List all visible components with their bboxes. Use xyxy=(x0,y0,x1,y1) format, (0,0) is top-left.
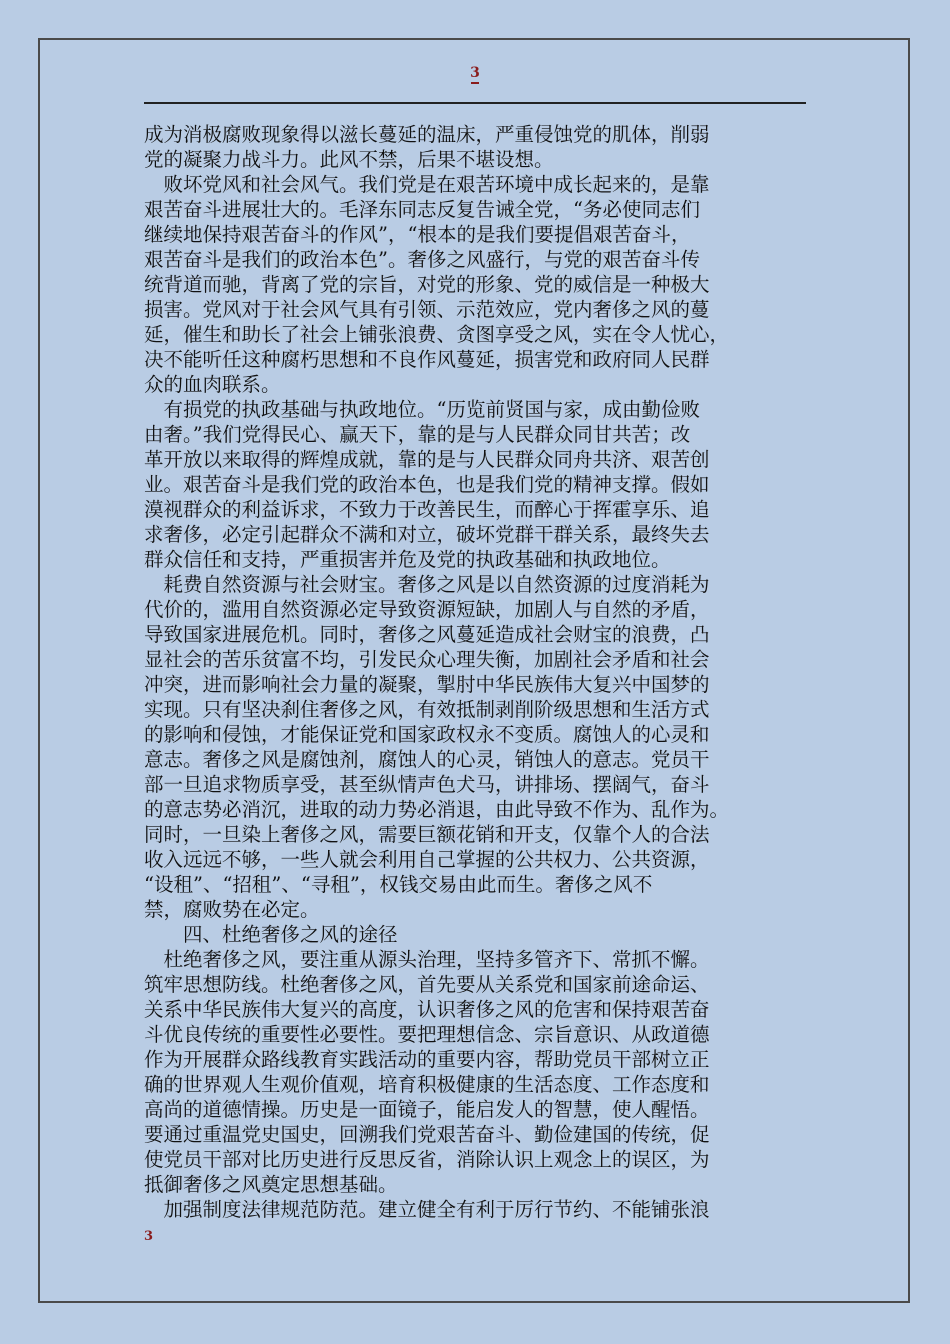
text-line: 革开放以来取得的辉煌成就，靠的是与人民群众同舟共济、艰苦创 xyxy=(144,448,710,471)
text-line: 收入远远不够，一些人就会利用自己掌握的公共权力、公共资源， xyxy=(144,848,710,871)
text-line: 的意志势必消沉，进取的动力势必消退，由此导致不作为、乱作为。 xyxy=(144,798,730,821)
text-line: 败坏党风和社会风气。我们党是在艰苦环境中成长起来的，是靠 xyxy=(144,173,710,196)
page-number-bottom: 3 xyxy=(144,1229,154,1244)
text-line: 继续地保持艰苦奋斗的作风”，“根本的是我们要提倡艰苦奋斗， xyxy=(144,223,691,246)
text-line: 高尚的道德情操。历史是一面镜子，能启发人的智慧，使人醒悟。 xyxy=(144,1098,710,1121)
text-line: 漠视群众的利益诉求，不致力于改善民生，而醉心于挥霍享乐、追 xyxy=(144,498,710,521)
text-line: “设租”、“招租”、“寻租”，权钱交易由此而生。奢侈之风不 xyxy=(144,873,653,896)
text-line: 同时，一旦染上奢侈之风，需要巨额花销和开支，仅靠个人的合法 xyxy=(144,823,710,846)
text-line: 由奢。”我们党得民心、赢天下，靠的是与人民群众同甘共苦；改 xyxy=(144,423,691,446)
text-line: 杜绝奢侈之风，要注重从源头治理，坚持多管齐下、常抓不懈。 xyxy=(144,948,710,971)
text-line: 艰苦奋斗进展壮大的。毛泽东同志反复告诫全党，“务必使同志们 xyxy=(144,198,700,221)
page-number-top-text: 3 xyxy=(470,65,480,81)
text-line: 众的血肉联系。 xyxy=(144,373,281,396)
text-line: 抵御奢侈之风奠定思想基础。 xyxy=(144,1173,398,1196)
text-line: 决不能听任这种腐朽思想和不良作风蔓延，损害党和政府同人民群 xyxy=(144,348,710,371)
body-text xyxy=(144,122,824,1222)
text-line: 代价的，滥用自然资源必定导致资源短缺，加剧人与自然的矛盾， xyxy=(144,598,710,621)
text-line: 关系中华民族伟大复兴的高度，认识奢侈之风的危害和保持艰苦奋 xyxy=(144,998,710,1021)
text-line: 部一旦追求物质享受，甚至纵情声色犬马，讲排场、摆阔气，奋斗 xyxy=(144,773,710,796)
text-line: 导致国家进展危机。同时，奢侈之风蔓延造成社会财宝的浪费，凸 xyxy=(144,623,710,646)
text-line: 斗优良传统的重要性必要性。要把理想信念、宗旨意识、从政道德 xyxy=(144,1023,710,1046)
text-line: 延，催生和助长了社会上铺张浪费、贪图享受之风，实在令人忧心， xyxy=(144,323,730,346)
text-line: 艰苦奋斗是我们的政治本色”。奢侈之风盛行，与党的艰苦奋斗传 xyxy=(144,248,700,271)
text-line: 党的凝聚力战斗力。此风不禁，后果不堪设想。 xyxy=(144,148,554,171)
text-line: 群众信任和支持，严重损害并危及党的执政基础和执政地位。 xyxy=(144,548,671,571)
text-line: 成为消极腐败现象得以滋长蔓延的温床，严重侵蚀党的肌体，削弱 xyxy=(144,123,710,146)
text-line: 的影响和侵蚀，才能保证党和国家政权永不变质。腐蚀人的心灵和 xyxy=(144,723,710,746)
text-line: 四、杜绝奢侈之风的途径 xyxy=(144,923,398,946)
text-line: 筑牢思想防线。杜绝奢侈之风，首先要从关系党和国家前途命运、 xyxy=(144,973,710,996)
text-line: 求奢侈，必定引起群众不满和对立，破坏党群干群关系，最终失去 xyxy=(144,523,710,546)
text-line: 耗费自然资源与社会财宝。奢侈之风是以自然资源的过度消耗为 xyxy=(144,573,710,596)
text-line: 冲突，进而影响社会力量的凝聚，掣肘中华民族伟大复兴中国梦的 xyxy=(144,673,710,696)
text-line: 使党员干部对比历史进行反思反省，消除认识上观念上的误区，为 xyxy=(144,1148,710,1171)
text-line: 业。艰苦奋斗是我们党的政治本色，也是我们党的精神支撑。假如 xyxy=(144,473,710,496)
text-line: 加强制度法律规范防范。建立健全有利于厉行节约、不能铺张浪 xyxy=(144,1198,710,1221)
text-line: 禁，腐败势在必定。 xyxy=(144,898,320,921)
text-line: 确的世界观人生观价值观，培育积极健康的生活态度、工作态度和 xyxy=(144,1073,710,1096)
text-line: 要通过重温党史国史，回溯我们党艰苦奋斗、勤俭建国的传统，促 xyxy=(144,1123,710,1146)
text-line: 损害。党风对于社会风气具有引领、示范效应，党内奢侈之风的蔓 xyxy=(144,298,710,321)
text-line: 显社会的苦乐贫富不均，引发民众心理失衡，加剧社会矛盾和社会 xyxy=(144,648,710,671)
text-line: 意志。奢侈之风是腐蚀剂，腐蚀人的心灵，销蚀人的意志。党员干 xyxy=(144,748,710,771)
text-line: 有损党的执政基础与执政地位。“历览前贤国与家，成由勤俭败 xyxy=(144,398,700,421)
page-number-underline xyxy=(471,82,479,84)
header-rule xyxy=(144,102,806,104)
text-line: 作为开展群众路线教育实践活动的重要内容，帮助党员干部树立正 xyxy=(144,1048,710,1071)
text-line: 统背道而驰，背离了党的宗旨，对党的形象、党的威信是一种极大 xyxy=(144,273,710,296)
text-line: 实现。只有坚决刹住奢侈之风，有效抵制剥削阶级思想和生活方式 xyxy=(144,698,710,721)
page-number-top xyxy=(0,65,950,84)
